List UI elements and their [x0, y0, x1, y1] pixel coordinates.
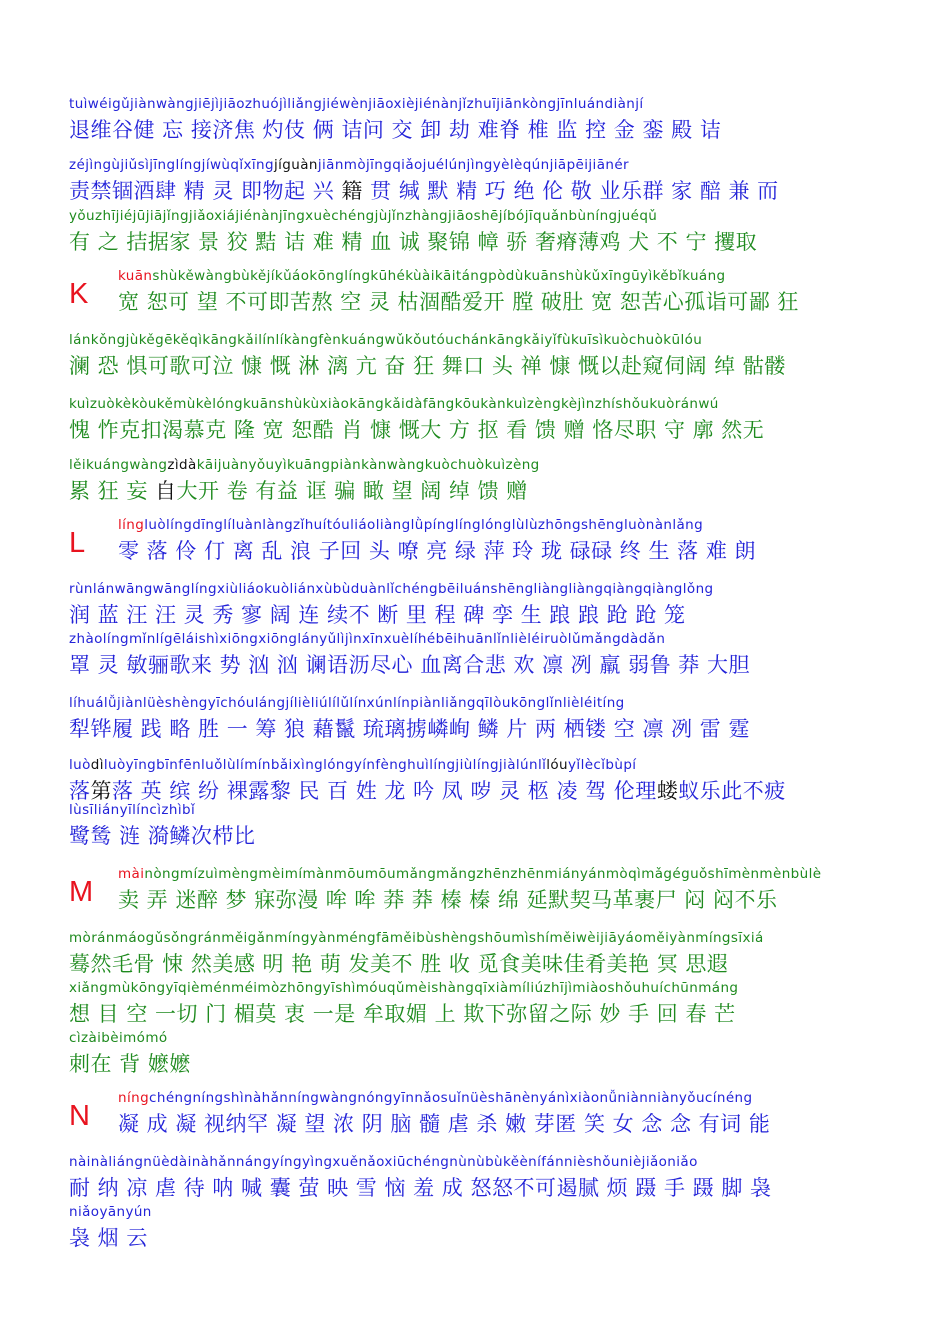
hanzi-segment: 刺在 背 嬷嬷	[69, 1052, 191, 1076]
pinyin-segment: rùnlánwāngwānglíngxiùliáokuòliánxùbùduànlǐchéngbēiluánshēngliàngliàngqiàngqiànglǒng	[69, 581, 714, 597]
pinyin-line	[69, 332, 702, 348]
pinyin-segment: lánkǒngjùkěgēkěqìkāngkǎilínlíkàngfènkuángwǔkǒutóuchánkāngkǎiyǐfùkuīsìkuòchuòkūlóu	[69, 332, 703, 348]
pinyin-line	[69, 695, 625, 711]
hanzi-segment: 犁铧履 践 略 胜 一 筹 狼 藉鬣 琉璃掳嶙峋 鳞 片 两 栖镂 空 凛 冽 雷 霆	[69, 717, 750, 741]
pinyin-line	[69, 96, 644, 112]
hanzi-segment: 自	[155, 479, 177, 503]
pinyin-line	[69, 1030, 168, 1046]
pinyin-segment: líhuálǚjiànlüèshèngyīchóulángjílièliúlílǔlínxún	[69, 695, 393, 711]
hanzi-line	[69, 175, 779, 205]
hanzi-line	[118, 1108, 770, 1138]
pinyin-line	[69, 581, 714, 597]
pinyin-segment: nàinàliángnüèdàinàhǎnnángyíngyìngxuěnǎoxiūchéngnùnùbùkěènífánnièshǒunièjiǎoniǎo	[69, 1154, 698, 1170]
hanzi-segment: 累 狂 妄	[69, 479, 156, 503]
hanzi-segment: 落 英 缤 纷 裸露黎 民 百 姓 龙 吟 凤 哕 灵 柩 凌 驾 伦理	[112, 779, 657, 803]
pinyin-segment: mài	[118, 866, 145, 882]
pinyin-line	[118, 268, 726, 284]
hanzi-line	[69, 820, 255, 850]
pinyin-segment: jí	[273, 157, 283, 173]
hanzi-segment: 卖 弄 迷醉 梦 寐弥漫 哞 哞 莽 莽 榛 榛 绵 延默契马革裹尸 闷 闷不乐	[118, 888, 778, 912]
hanzi-line	[69, 948, 728, 978]
pinyin-segment: zéjìngùjiǔsìjīnglíngjíwùqǐxīng	[69, 157, 274, 173]
hanzi-line	[69, 649, 750, 679]
hanzi-line	[69, 713, 750, 743]
hanzi-segment: 愧 怍克扣渴慕克 隆 宽 恕酷 肖 慷 慨大 方 抠 看 馈 赠 恪尽职 守 廓 然无	[69, 418, 765, 442]
pinyin-segment: tuìwéigǔjiànwàngjiējìjiāozhuójìliǎngjiéwènjiāoxiè	[69, 96, 415, 112]
pinyin-segment: lóu	[546, 757, 569, 773]
hanzi-segment: 退维谷健 忘 接济焦 灼伎 俩 诘问 交 卸 劫 难脊 椎 监 控 金 銮 殿 诘	[69, 118, 722, 142]
hanzi-segment: 蚁乐此不疲	[678, 779, 786, 803]
section-letter: L	[69, 527, 86, 559]
hanzi-segment: 有 之 拮据家 景 狡 黠 诘 难 精 血 诚 聚锦 幛 骄 奢瘠薄鸡 犬 不 宁 攫取	[69, 230, 758, 254]
hanzi-segment: 凝 成 凝 视纳罕 凝 望 浓 阴 脑 髓 虐 杀 嫩 芽匿 笑 女 念 念 有词 能	[118, 1112, 771, 1136]
pinyin-line	[69, 1204, 152, 1220]
pinyin-line	[69, 980, 738, 996]
pinyin-segment: dà	[179, 457, 197, 473]
hanzi-segment: 大开 卷 有益 诓 骗 瞰 望 阔 绰 馈 赠	[176, 479, 528, 503]
hanzi-segment: 籍	[341, 179, 363, 203]
pinyin-line	[69, 631, 665, 647]
pinyin-segment: yǒuzhījiéjūjiājǐngjiǎoxiájiénànjīngxuèchéngjùjǐnzhàngjiāoshējíbójīquǎnbùníngjuéqǔ	[69, 208, 658, 224]
pinyin-segment: kuān	[118, 268, 153, 284]
pinyin-segment: lùsīliányīlíncìzhìbǐ	[69, 802, 196, 818]
hanzi-line	[69, 1048, 191, 1078]
hanzi-line	[69, 1172, 772, 1202]
hanzi-line	[69, 350, 786, 380]
hanzi-segment: 蝼	[656, 779, 679, 803]
pinyin-line	[118, 517, 703, 533]
hanzi-segment: 想 目 空 一切 门 楣莫 衷 一是 牟取媚 上 欺下弥留之际 妙 手 回 春 芒	[69, 1002, 736, 1026]
section-letter: M	[69, 876, 94, 908]
hanzi-line	[69, 414, 764, 444]
pinyin-segment: yǐlècǐbùpí	[568, 757, 637, 773]
pinyin-segment: niǎoyānyún	[69, 1204, 152, 1220]
pinyin-line	[69, 757, 636, 773]
hanzi-segment: 第	[90, 779, 112, 803]
section-letter: K	[69, 278, 89, 310]
pinyin-line	[69, 208, 657, 224]
pinyin-segment: kèlóng	[195, 396, 243, 412]
pinyin-line	[69, 802, 195, 818]
pinyin-line	[69, 457, 540, 473]
pinyin-segment: lěikuángwàng	[69, 457, 168, 473]
hanzi-segment: 责禁锢酒肆 精 灵 即物起 兴	[69, 179, 342, 203]
pinyin-line	[69, 157, 629, 173]
pinyin-segment: kāijuànyǒuyìkuāngpiànkànwàngkuòchuòkuìzèng	[196, 457, 540, 473]
pinyin-segment: jiénànjǐzhuī	[414, 96, 497, 112]
pinyin-segment: luò	[69, 757, 91, 773]
hanzi-segment: 蓦然毛骨 悚 然美感 明 艳 萌 发美不 胜 收 觅食美味佳肴美艳 冥 思遐	[69, 952, 729, 976]
pinyin-line	[118, 1090, 752, 1106]
pinyin-segment: zhàolíngmǐnlígēláishìxiōngxiōnglányǔlìjìnxīnxuèlíhébēihuānlǐnlièléiruòlǔmǎngdàdǎn	[69, 631, 666, 647]
hanzi-line	[69, 775, 786, 805]
hanzi-line	[69, 114, 721, 144]
hanzi-segment: 鹭鸶 涟 漪鳞次栉比	[69, 824, 256, 848]
pinyin-line	[69, 930, 764, 946]
pinyin-segment: nòngmízuìmèngmèimímànmōumōumǎngmǎngzhēnzhēnmiányánmòqìmǎgéguǒshīmènmènbùlè	[144, 866, 822, 882]
pinyin-segment: xiǎngmùkōngyīqièménméimòzhōngyīshìmóuqǔmèishàngqīxiàmíliúzhījìmiàoshǒuhuíchūnmáng	[69, 980, 739, 996]
section-letter: N	[69, 1100, 90, 1132]
pinyin-segment: kuìzuòkèkòukěmù	[69, 396, 196, 412]
hanzi-segment: 宽 恕可 望 不可即苦熬 空 灵 枯涸酷爱开 膛 破肚 宽 恕苦心孤诣可鄙 狂	[118, 290, 799, 314]
hanzi-line	[69, 998, 736, 1028]
hanzi-segment: 袅 烟 云	[69, 1226, 148, 1250]
pinyin-segment: cìzàibèimómó	[69, 1030, 168, 1046]
hanzi-line	[69, 1222, 148, 1252]
hanzi-segment: 澜 恐 惧可歌可泣 慷 慨 淋 漓 亢 奋 狂 舞口 头 禅 慷 慨以赴窥伺阔 绰 骷髅	[69, 354, 786, 378]
hanzi-segment: 零 落 伶 仃 离 乱 浪 子回 头 嘹 亮 绿 萍 玲 珑 碌碌 终 生 落 难 朗	[118, 539, 757, 563]
hanzi-line	[118, 884, 777, 914]
pinyin-segment: zì	[167, 457, 180, 473]
pinyin-segment: jiānkòngjīnluándiànjí	[496, 96, 644, 112]
pinyin-line	[69, 396, 719, 412]
hanzi-segment: 罩 灵 敏骊歌来 势 汹 汹 谰语沥尽心 血离合悲 欢 凛 冽 羸 弱鲁 莽 大胆	[69, 653, 750, 677]
hanzi-line	[69, 226, 757, 256]
hanzi-segment: 润 蓝 汪 汪 灵 秀 寥 阔 连 续不 断 里 程 碑 孪 生 踉 踉 跄 跄 笼	[69, 603, 686, 627]
pinyin-line	[69, 1154, 698, 1170]
hanzi-line	[118, 286, 799, 316]
pinyin-segment: línpiànliǎngqī	[392, 695, 490, 711]
hanzi-line	[69, 475, 528, 505]
hanzi-line	[69, 599, 686, 629]
pinyin-segment: lòukōnglǐnlièléitíng	[489, 695, 625, 711]
pinyin-segment: dì	[90, 757, 104, 773]
pinyin-segment: luòlíngdīnglíluànlàngzǐhuítóuliáoliànglǜpínglínglónglùlùzhōngshēngluònànlǎng	[144, 517, 704, 533]
hanzi-segment: 贯 缄 默 精 巧 绝 伦 敬 业乐群 家 醅 兼 而	[362, 179, 779, 203]
pinyin-segment: luòyīngbīnfēnluǒlùlímínbǎixìnglóngyínfènghuìlíngjiùlíngjiàlúnlǐ	[103, 757, 547, 773]
hanzi-segment: 耐 纳 凉 虐 待 呐 喊 囊 萤 映 雪 恼 羞 成 怒怒不可遏腻 烦 蹑 手 蹑 脚 袅	[69, 1176, 772, 1200]
hanzi-segment: 落	[69, 779, 91, 803]
pinyin-segment: jiānmòjīngqiǎojuélúnjìngyèlèqúnjiāpēijiānér	[317, 157, 629, 173]
pinyin-segment: níng	[118, 1090, 150, 1106]
hanzi-line	[118, 535, 756, 565]
pinyin-segment: guàn	[282, 157, 318, 173]
pinyin-segment: líng	[118, 517, 145, 533]
pinyin-segment: kuānshùkùxiàokāngkǎidàfāngkōukànkuìzèngkèjìnzhíshǒukuòránwú	[242, 396, 719, 412]
pinyin-segment: chéngníngshìnàhǎnníngwàngnóngyīnnǎosuǐnüèshānènyánìxiàonǚniànniànyǒucínéng	[149, 1090, 753, 1106]
pinyin-line	[118, 866, 821, 882]
pinyin-segment: mòránmáogǔsǒngránměigǎnmíngyànméngfāměibùshèngshōumìshíměiwèijiāyáoměiyànmíngsīxiá	[69, 930, 764, 946]
pinyin-segment: shùkěwàngbùkějíkǔáokōnglíngkūhékùàikāitángpòdùkuānshùkǔxīngūyìkěbǐkuáng	[152, 268, 726, 284]
